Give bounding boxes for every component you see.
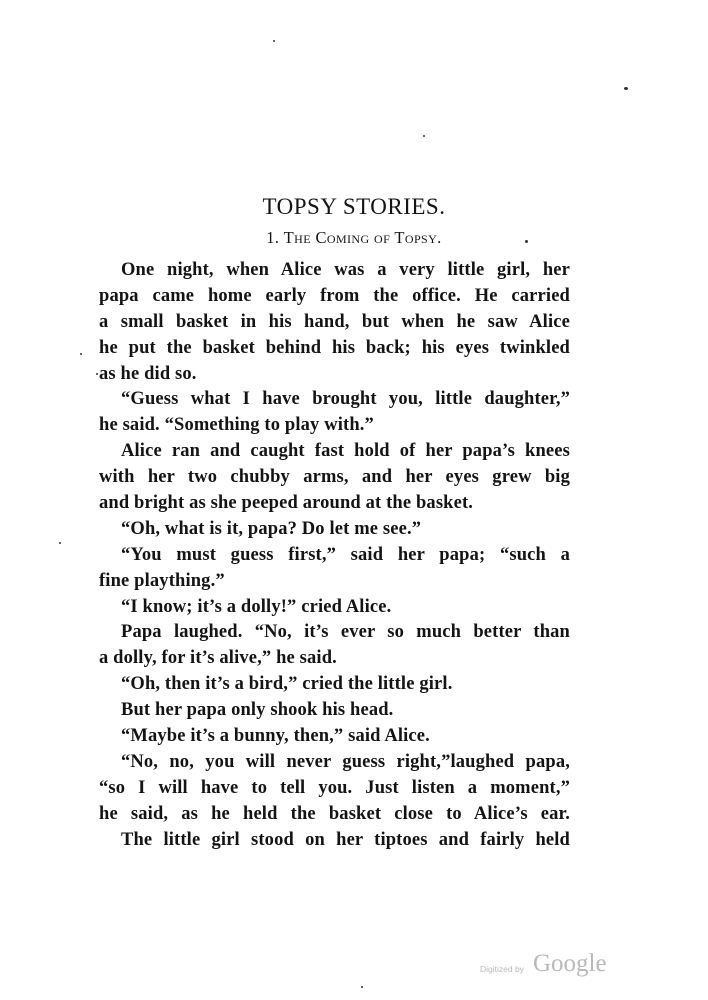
text-line: “No, no, you will never guess right,”laughed papa, [121, 751, 570, 772]
text-line: he said, as he held the basket close to Alice’s ear. [99, 803, 570, 824]
text-line: But her papa only shook his head. [121, 700, 394, 721]
text-line: and bright as she peeped around at the basket. [99, 493, 474, 514]
text-line: Alice ran and caught fast hold of her papa’s knees [121, 441, 570, 462]
text-line: “I know; it’s a dolly!” cried Alice. [121, 596, 392, 617]
story-text [99, 258, 570, 853]
text-line: The little girl stood on her tiptoes and fairly held [121, 829, 570, 850]
scan-speck [80, 353, 82, 355]
scan-speck [59, 542, 61, 544]
scan-speck [624, 87, 628, 90]
chapter-heading: 1. The Coming of Topsy. [266, 228, 442, 247]
text-line: with her two chubby arms, and her eyes grew big [99, 467, 570, 488]
scan-speck [361, 986, 363, 988]
text-line: fine plaything.” [99, 570, 225, 591]
digitized-watermark [480, 950, 620, 980]
text-line: “Oh, what is it, papa? Do let me see.” [121, 518, 422, 539]
watermark-prefix: Digitized by [480, 964, 524, 974]
text-line: a dolly, for it’s alive,” he said. [99, 648, 337, 669]
page-title: TOPSY STORIES. [262, 194, 446, 219]
text-line: “Guess what I have brought you, little daughter,” [121, 389, 570, 410]
text-line: “Oh, then it’s a bird,” cried the little girl. [121, 674, 453, 695]
text-line: papa came home early from the office. He carried [99, 285, 570, 306]
text-line: he said. “Something to play with.” [99, 415, 374, 436]
scan-speck [96, 373, 98, 375]
text-line: as he did so. [99, 363, 197, 384]
text-line: he put the basket behind his back; his eyes twinkled [99, 337, 570, 358]
scan-speck [423, 135, 425, 137]
text-line: One night, when Alice was a very little girl, her [121, 260, 570, 280]
text-line: “so I will have to tell you. Just listen a moment,” [99, 777, 570, 798]
text-line: a small basket in his hand, but when he saw Alice [99, 311, 570, 332]
text-line: “Maybe it’s a bunny, then,” said Alice. [121, 726, 430, 747]
text-line: Papa laughed. “No, it’s ever so much better than [121, 622, 570, 643]
text-line: “You must guess first,” said her papa; “such a [121, 544, 570, 565]
scan-speck [273, 40, 275, 42]
watermark-brand: Google [533, 950, 607, 977]
